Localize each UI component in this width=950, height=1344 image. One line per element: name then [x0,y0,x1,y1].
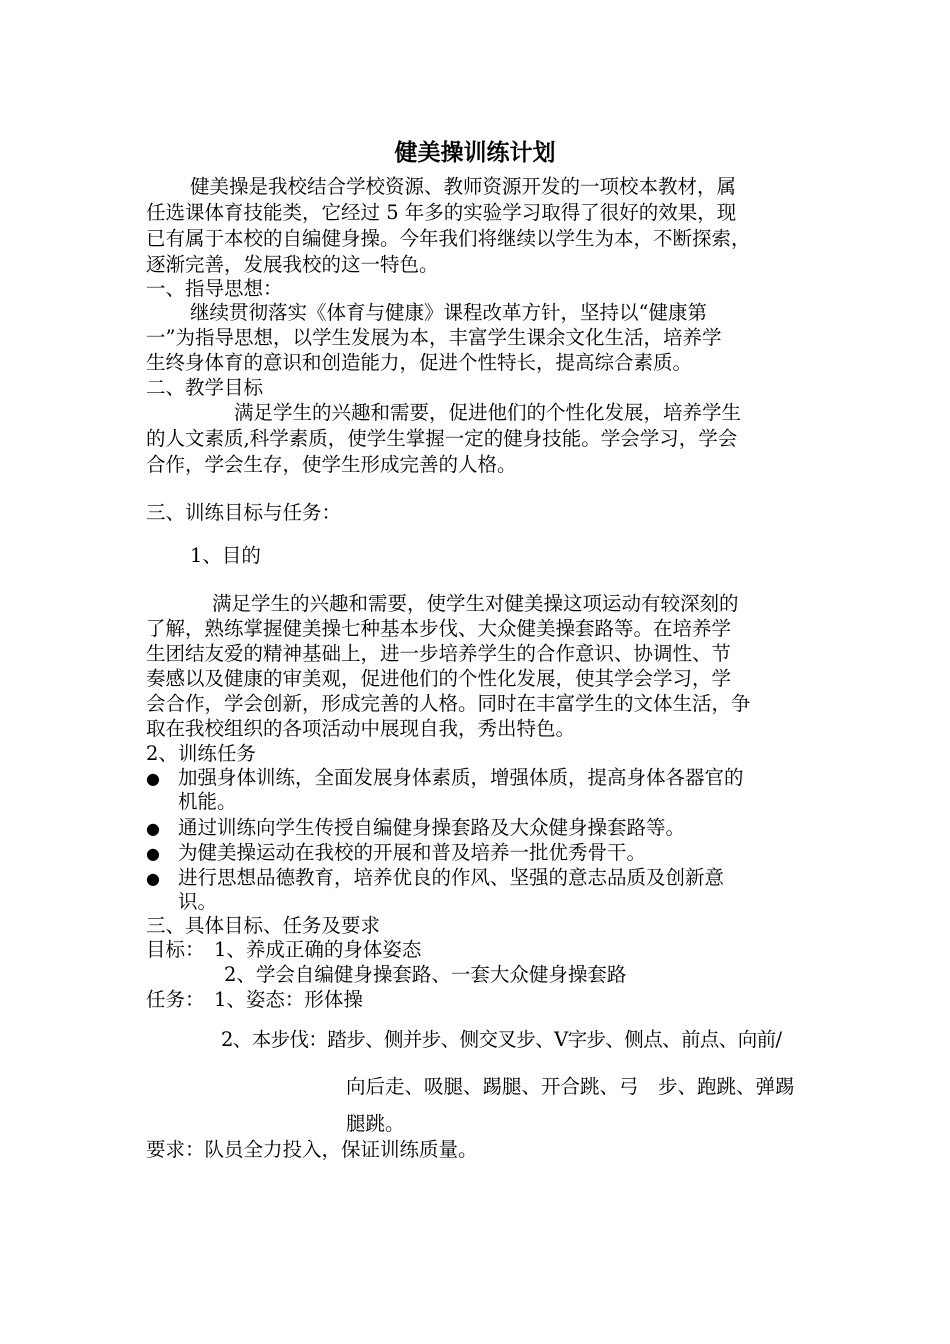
bullet-text: 通过训练向学生传授自编健身操套路及大众健身操套路等。 [178,816,686,839]
goal-label: 目标： [146,938,205,961]
purpose-line-3: 生团结友爱的精神基础上，进一步培养学生的合作意识、协调性、节 [146,642,732,665]
task-item-1: 1、姿态：形体操 [214,988,363,1011]
bullet-dot-icon: ● [146,844,160,863]
section2-line-3: 合作，学会生存，使学生形成完善的人格。 [146,453,517,476]
section1-heading: 一、指导思想： [146,277,283,300]
purpose-line-6: 取在我校组织的各项活动中展现自我，秀出特色。 [146,717,576,740]
section3-sub1: 1、目的 [190,544,261,567]
task-item-2-line-3: 腿跳。 [346,1112,405,1135]
purpose-line-1: 满足学生的兴趣和需要，使学生对健美操这项运动有较深刻的 [212,592,739,615]
bullet-text: 进行思想品德教育，培养优良的作风、坚强的意志品质及创新意 [178,866,725,889]
purpose-line-4: 奏感以及健康的审美观，促进他们的个性化发展，使其学会学习，学 [146,667,732,690]
task-item-2-line-1: 2、本步伐：踏步、侧并步、侧交叉步、V字步、侧点、前点、向前/ [221,1028,782,1051]
bullet-item [146,865,816,892]
goal-item-2: 2、学会自编健身操套路、一套大众健身操套路 [224,963,627,986]
intro-line-3: 已有属于本校的自编健身操。今年我们将继续以学生为本，不断探索， [146,227,751,250]
intro-line-4: 逐渐完善，发展我校的这一特色。 [146,253,439,276]
intro-line-2: 任选课体育技能类，它经过 5 年多的实验学习取得了很好的效果，现 [146,201,737,224]
section2-line-2: 的人文素质,科学素质，使学生掌握一定的健身技能。学会学习，学会 [146,427,738,450]
section4-heading: 三、具体目标、任务及要求 [146,914,381,937]
bullet-item [146,815,816,842]
section2-heading: 二、教学目标 [146,376,264,399]
purpose-line-2: 了解，熟练掌握健美操七种基本步伐、大众健美操套路等。在培养学 [146,617,732,640]
task-item-2-line-2: 向后走、吸腿、踢腿、开合跳、弓 步、跑跳、弹踢 [346,1075,795,1098]
intro-line-1: 健美操是我校结合学校资源、教师资源开发的一项校本教材，属 [190,175,737,198]
section3-heading: 三、训练目标与任务： [146,501,342,524]
bullet-continuation: 识。 [178,890,218,913]
requirement-line: 要求：队员全力投入，保证训练质量。 [146,1138,478,1161]
bullet-text: 加强身体训练，全面发展身体素质，增强体质，提高身体各器官的 [178,766,744,789]
bullet-dot-icon: ● [146,869,160,888]
section2-line-1: 满足学生的兴趣和需要，促进他们的个性化发展，培养学生 [234,401,742,424]
purpose-line-5: 会合作，学会创新，形成完善的人格。同时在丰富学生的文体生活，争 [146,692,751,715]
section3-sub2: 2、训练任务 [146,742,256,765]
document-title: 健美操训练计划 [394,140,556,166]
bullet-continuation: 机能。 [178,790,237,813]
bullet-item [146,765,816,792]
bullet-item [146,840,816,867]
section1-line-3: 生终身体育的意识和创造能力，促进个性特长，提高综合素质。 [146,351,693,374]
goal-item-1: 1、养成正确的身体姿态 [214,938,422,961]
bullet-dot-icon: ● [146,819,160,838]
bullet-dot-icon: ● [146,769,160,788]
section1-line-2: 一”为指导思想，以学生发展为本，丰富学生课余文化生活，培养学 [146,326,722,349]
section1-line-1: 继续贯彻落实《体育与健康》课程改革方针，坚持以“健康第 [190,301,707,324]
bullet-text: 为健美操运动在我校的开展和普及培养一批优秀骨干。 [178,841,647,864]
task-label: 任务： [146,988,205,1011]
